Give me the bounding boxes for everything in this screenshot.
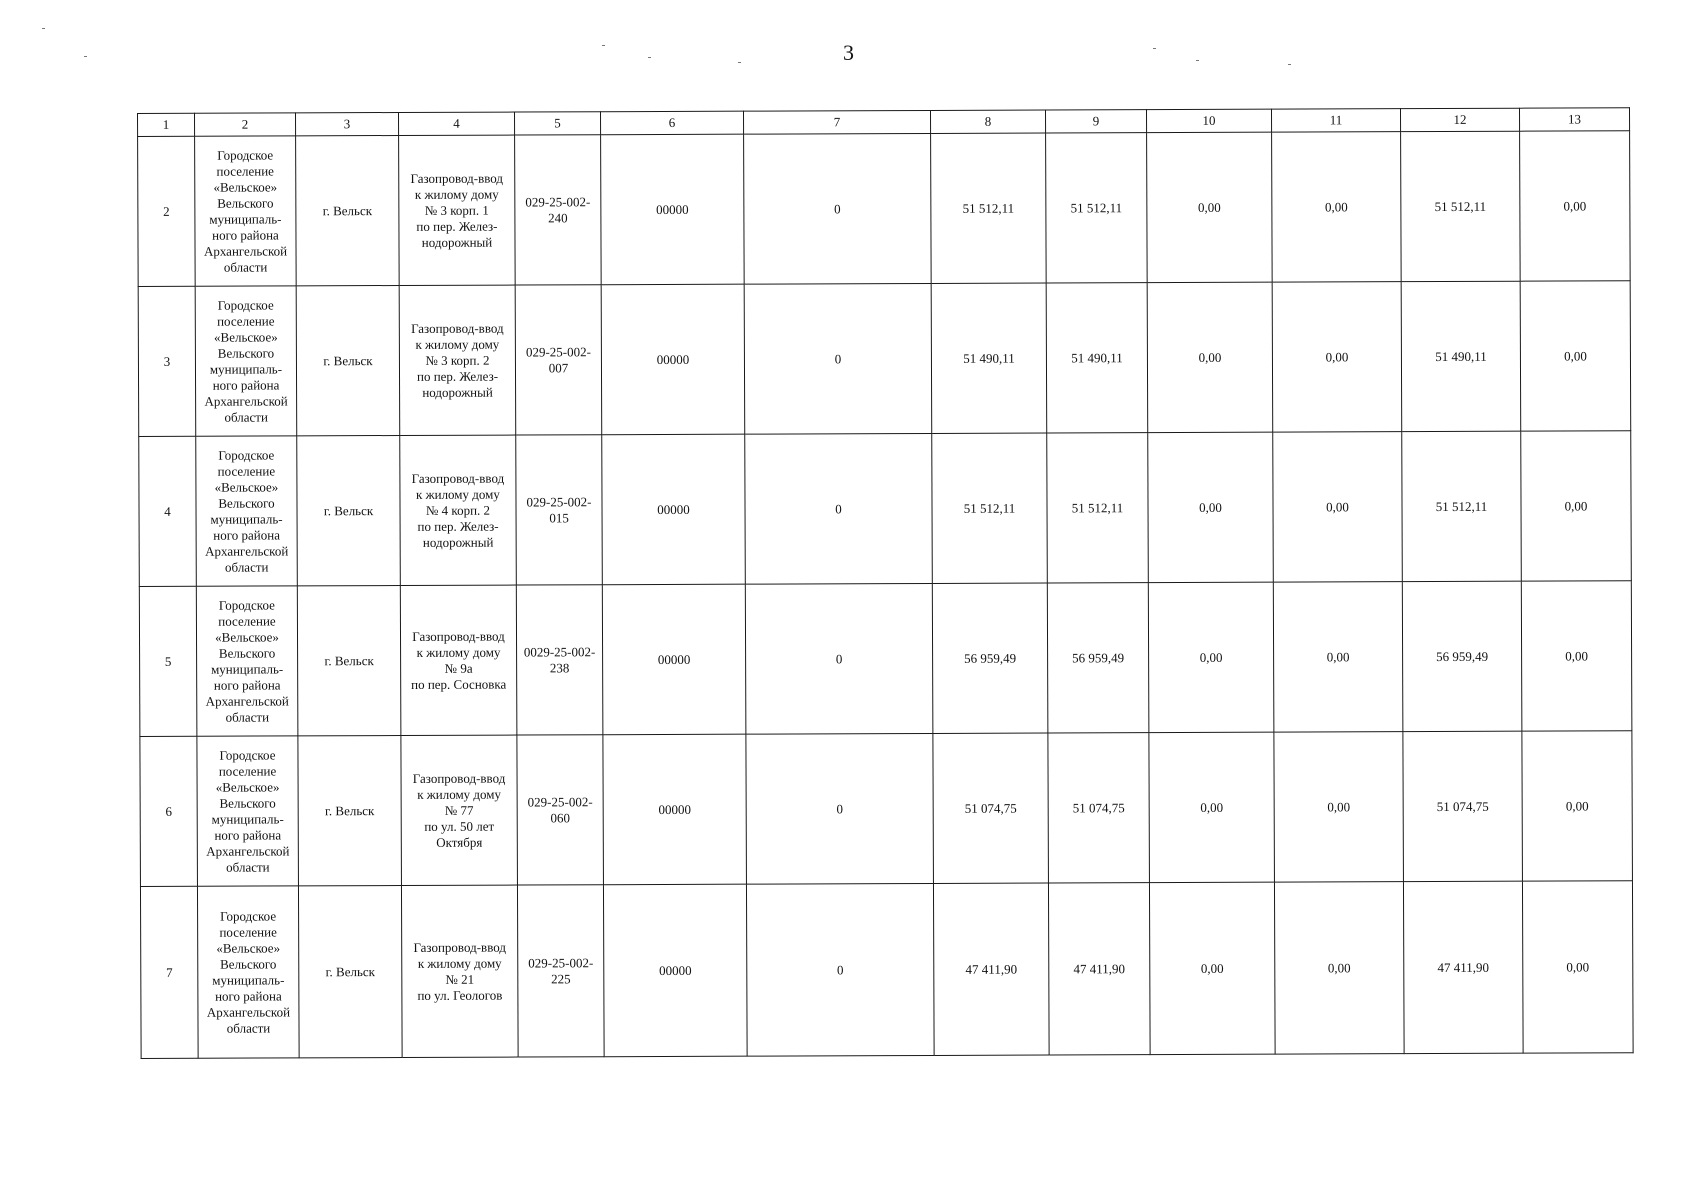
column-header-12: 12 — [1400, 108, 1519, 131]
cell-col6: 00000 — [602, 434, 746, 585]
cell-col9: 47 411,90 — [1048, 883, 1150, 1055]
cell-col6: 00000 — [603, 884, 747, 1057]
column-header-11: 11 — [1271, 109, 1400, 132]
column-header-2: 2 — [195, 113, 296, 136]
cell-col13: 0,00 — [1520, 281, 1631, 431]
cell-entity: Городское поселение «Вельское» Вельского муниципаль- ного района Архангельской области — [196, 586, 298, 736]
cell-col8: 51 074,75 — [933, 733, 1049, 883]
cell-col9: 51 512,11 — [1047, 433, 1149, 583]
cell-col11: 0,00 — [1274, 732, 1404, 882]
cell-col8: 51 490,11 — [931, 283, 1047, 433]
cell-locality: г. Вельск — [297, 585, 401, 735]
cell-col7: 0 — [744, 283, 932, 434]
cell-col8: 56 959,49 — [932, 583, 1048, 733]
column-header-1: 1 — [138, 113, 195, 136]
cell-row-number: 2 — [138, 136, 196, 286]
cell-locality: г. Вельск — [296, 135, 400, 285]
cell-object: Газопровод-ввод к жилому дому № 21 по ул. Геологов — [401, 885, 518, 1057]
cell-col13: 0,00 — [1521, 431, 1632, 581]
cell-code: 029-25-002- 015 — [516, 435, 603, 585]
cell-col12: 51 490,11 — [1401, 281, 1521, 431]
cell-entity: Городское поселение «Вельское» Вельского муниципаль- ного района Архангельской области — [195, 136, 297, 286]
cell-col8: 51 512,11 — [932, 433, 1048, 583]
cell-col7: 0 — [746, 733, 934, 884]
cell-locality: г. Вельск — [296, 285, 400, 435]
cell-col11: 0,00 — [1272, 132, 1402, 282]
cell-object: Газопровод-ввод к жилому дому № 77 по ул. 50 лет Октября — [401, 735, 518, 885]
cell-row-number: 3 — [138, 286, 196, 436]
cell-col12: 56 959,49 — [1402, 581, 1522, 731]
cell-col12: 51 074,75 — [1403, 731, 1523, 881]
cell-col10: 0,00 — [1148, 432, 1274, 582]
cell-col9: 56 959,49 — [1047, 583, 1149, 733]
cell-col8: 51 512,11 — [931, 133, 1047, 283]
table-row — [140, 731, 1633, 887]
cell-col12: 51 512,11 — [1402, 431, 1522, 581]
table-row — [138, 131, 1631, 287]
cell-col6: 00000 — [603, 734, 747, 885]
column-header-5: 5 — [514, 112, 600, 135]
cell-col7: 0 — [745, 433, 933, 584]
cell-entity: Городское поселение «Вельское» Вельского муниципаль- ного района Архангельской области — [197, 736, 299, 886]
cell-code: 029-25-002- 225 — [517, 885, 604, 1057]
cell-object: Газопровод-ввод к жилому дому № 3 корп. 1 по пер. Желез- нодорожный — [399, 135, 516, 285]
scan-speck — [1153, 48, 1156, 49]
cell-object: Газопровод-ввод к жилому дому № 4 корп. 2 по пер. Желез- нодорожный — [400, 435, 517, 585]
cell-object: Газопровод-ввод к жилому дому № 3 корп. 2 по пер. Желез- нодорожный — [399, 285, 516, 435]
cell-col13: 0,00 — [1522, 881, 1633, 1053]
table-row — [140, 881, 1633, 1059]
column-header-6: 6 — [600, 111, 743, 135]
cell-entity: Городское поселение «Вельское» Вельского муниципаль- ного района Архангельской области — [196, 436, 298, 586]
cell-col9: 51 490,11 — [1046, 283, 1148, 433]
scan-speck — [84, 56, 87, 57]
cell-col9: 51 512,11 — [1046, 133, 1148, 283]
cell-col7: 0 — [744, 133, 932, 284]
scan-speck — [1196, 60, 1199, 61]
cell-col13: 0,00 — [1522, 731, 1633, 881]
cell-row-number: 7 — [140, 886, 198, 1058]
cell-code: 029-25-002- 060 — [517, 735, 604, 885]
cell-code: 0029-25-002- 238 — [516, 585, 603, 735]
cell-locality: г. Вельск — [297, 435, 401, 585]
cell-col11: 0,00 — [1274, 882, 1404, 1054]
cell-code: 029-25-002- 240 — [515, 135, 602, 285]
scan-speck — [1288, 64, 1291, 65]
cell-col10: 0,00 — [1147, 132, 1273, 282]
page-number: 3 — [843, 40, 854, 65]
scan-speck — [738, 62, 741, 63]
scan-speck — [42, 28, 45, 29]
cell-entity: Городское поселение «Вельское» Вельского муниципаль- ного района Архангельской области — [195, 286, 297, 436]
cell-col11: 0,00 — [1272, 282, 1402, 432]
cell-row-number: 6 — [140, 736, 198, 886]
column-header-8: 8 — [930, 110, 1045, 133]
column-header-13: 13 — [1519, 108, 1629, 131]
cell-col6: 00000 — [601, 134, 745, 285]
cell-col10: 0,00 — [1149, 732, 1275, 882]
cell-col10: 0,00 — [1147, 282, 1273, 432]
cell-col8: 47 411,90 — [933, 883, 1049, 1055]
table-row — [138, 281, 1631, 437]
cell-col13: 0,00 — [1521, 581, 1632, 731]
table-row — [139, 581, 1632, 737]
cell-code: 029-25-002- 007 — [515, 285, 602, 435]
column-header-7: 7 — [743, 110, 930, 134]
cell-col11: 0,00 — [1273, 582, 1403, 732]
cell-col10: 0,00 — [1148, 582, 1274, 732]
column-header-10: 10 — [1146, 109, 1271, 132]
column-header-3: 3 — [296, 112, 399, 135]
column-header-9: 9 — [1045, 110, 1146, 133]
cell-col6: 00000 — [601, 284, 745, 435]
scan-speck — [602, 45, 605, 46]
column-header-4: 4 — [399, 112, 515, 135]
cell-col12: 51 512,11 — [1401, 131, 1521, 281]
cell-row-number: 4 — [139, 436, 197, 586]
cell-col13: 0,00 — [1520, 131, 1631, 281]
cell-col10: 0,00 — [1149, 882, 1275, 1054]
cell-col9: 51 074,75 — [1048, 733, 1150, 883]
cell-locality: г. Вельск — [298, 885, 402, 1057]
cell-row-number: 5 — [139, 586, 197, 736]
cell-entity: Городское поселение «Вельское» Вельского муниципаль- ного района Архангельской области — [197, 886, 299, 1058]
cell-col7: 0 — [746, 883, 934, 1056]
cell-object: Газопровод-ввод к жилому дому № 9а по пер. Сосновка — [400, 585, 517, 735]
cell-col12: 47 411,90 — [1403, 881, 1523, 1053]
cell-locality: г. Вельск — [298, 735, 402, 885]
data-table — [137, 107, 1634, 1059]
cell-col6: 00000 — [602, 584, 746, 735]
table-row — [139, 431, 1632, 587]
cell-col7: 0 — [745, 583, 933, 734]
cell-col11: 0,00 — [1273, 432, 1403, 582]
scan-speck — [648, 57, 651, 58]
